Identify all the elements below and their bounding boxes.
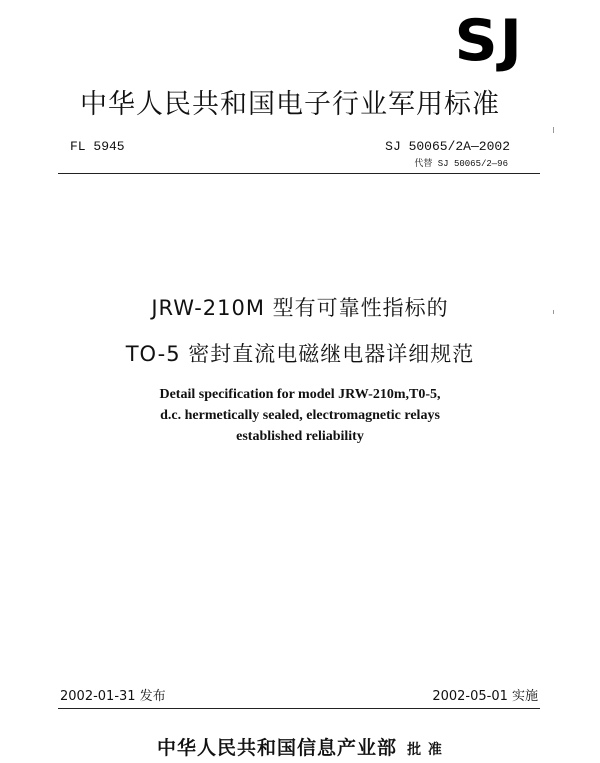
scan-mark [553,127,554,133]
issue-date: 2002-01-31 发布 [60,689,166,704]
bottom-divider [58,708,540,709]
standard-number: SJ 50065/2A—2002 [385,139,510,154]
english-title-line-1: Detail specification for model JRW-210m,T0-5, [159,387,441,402]
implementation-date: 2002-05-01 实施 [432,689,538,704]
english-title-line-3: established reliability [236,429,364,444]
chinese-title-line-1: JRW-210M 型有可靠性指标的 [151,296,449,320]
sj-logo: SJ [454,7,524,75]
approver-name: 中华人民共和国信息产业部 [157,737,398,759]
english-title-line-2: d.c. hermetically sealed, electromagnetic relays [160,408,440,423]
approving-authority [100,733,500,760]
standard-category-title: 中华人民共和国电子行业军用标准 [80,89,500,120]
replaces-note: 代替 SJ 50065/2—96 [414,159,508,169]
chinese-title-line-2: TO-5 密封直流电磁继电器详细规范 [125,342,475,366]
fl-code: FL 5945 [70,139,125,154]
approve-label: 批 准 [407,742,443,758]
top-divider [58,173,540,174]
